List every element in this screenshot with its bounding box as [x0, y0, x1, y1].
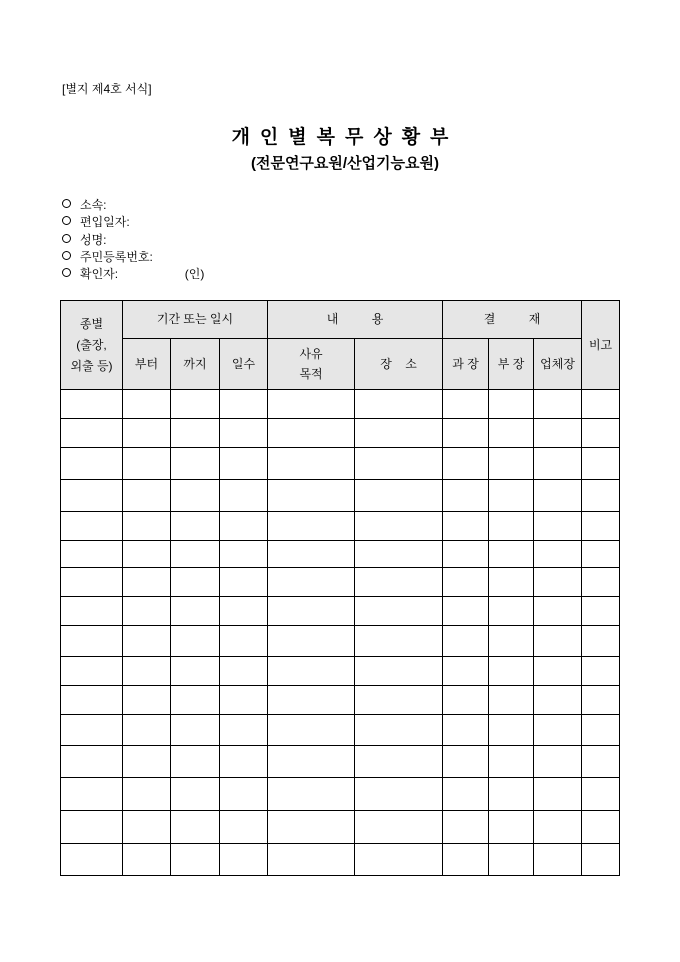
header-remarks: 비고 — [582, 301, 620, 390]
table-cell[interactable] — [171, 390, 220, 419]
table-cell[interactable] — [123, 448, 171, 480]
header-to: 까지 — [171, 339, 220, 390]
table-cell[interactable] — [171, 626, 220, 657]
table-cell[interactable] — [355, 686, 443, 715]
table-cell[interactable] — [443, 657, 489, 686]
table-cell[interactable] — [534, 746, 582, 778]
table-cell[interactable] — [582, 686, 620, 715]
document-subtitle: (전문연구요원/산업기능요원) — [250, 155, 440, 172]
table-cell[interactable] — [61, 746, 123, 778]
field-label: 소속: — [80, 198, 107, 212]
header-reason: 사유 목적 — [268, 339, 355, 390]
table-cell[interactable] — [534, 512, 582, 541]
table-cell[interactable] — [220, 715, 268, 746]
table-cell[interactable] — [61, 390, 123, 419]
table-row — [61, 715, 620, 746]
table-cell[interactable] — [61, 568, 123, 597]
table-cell[interactable] — [355, 597, 443, 626]
table-cell[interactable] — [355, 626, 443, 657]
table-cell[interactable] — [355, 715, 443, 746]
table-cell[interactable] — [171, 541, 220, 568]
table-cell[interactable] — [268, 778, 355, 811]
table-cell[interactable] — [443, 541, 489, 568]
table-cell[interactable] — [220, 597, 268, 626]
table-cell[interactable] — [582, 778, 620, 811]
table-cell[interactable] — [489, 844, 534, 876]
table-cell[interactable] — [171, 512, 220, 541]
table-cell[interactable] — [123, 844, 171, 876]
table-cell[interactable] — [355, 390, 443, 419]
table-cell[interactable] — [61, 512, 123, 541]
table-cell[interactable] — [534, 626, 582, 657]
table-cell[interactable] — [582, 844, 620, 876]
table-cell[interactable] — [268, 811, 355, 844]
table-cell[interactable] — [443, 390, 489, 419]
table-cell[interactable] — [582, 448, 620, 480]
table-cell[interactable] — [355, 568, 443, 597]
table-cell[interactable] — [582, 597, 620, 626]
table-cell[interactable] — [61, 811, 123, 844]
table-row — [61, 419, 620, 448]
table-cell[interactable] — [489, 657, 534, 686]
table-row — [61, 448, 620, 480]
table-cell[interactable] — [534, 419, 582, 448]
header-approval: 결 재 — [443, 301, 582, 339]
table-cell[interactable] — [534, 597, 582, 626]
table-cell[interactable] — [489, 778, 534, 811]
table-cell[interactable] — [220, 811, 268, 844]
table-cell[interactable] — [171, 657, 220, 686]
table-cell[interactable] — [220, 844, 268, 876]
field-label: 편입일자: — [80, 215, 130, 230]
table-cell[interactable] — [171, 568, 220, 597]
table-cell[interactable] — [534, 448, 582, 480]
table-cell[interactable] — [443, 811, 489, 844]
table-cell[interactable] — [220, 419, 268, 448]
table-cell[interactable] — [534, 480, 582, 512]
form-number: [별지 제4호 서식] — [62, 82, 152, 96]
table-cell[interactable] — [355, 448, 443, 480]
table-cell[interactable] — [171, 419, 220, 448]
table-cell[interactable] — [489, 448, 534, 480]
table-cell[interactable] — [489, 626, 534, 657]
table-cell[interactable] — [534, 844, 582, 876]
bullet-icon — [62, 199, 71, 208]
table-cell[interactable] — [268, 568, 355, 597]
table-cell[interactable] — [268, 746, 355, 778]
table-cell[interactable] — [61, 419, 123, 448]
table-cell[interactable] — [534, 686, 582, 715]
table-cell[interactable] — [220, 568, 268, 597]
table-cell[interactable] — [443, 568, 489, 597]
table-row — [61, 390, 620, 419]
table-cell[interactable] — [355, 512, 443, 541]
table-cell[interactable] — [268, 686, 355, 715]
table-cell[interactable] — [171, 480, 220, 512]
bullet-icon — [62, 234, 71, 243]
table-cell[interactable] — [123, 715, 171, 746]
table-cell[interactable] — [268, 419, 355, 448]
header-days: 일수 — [220, 339, 268, 390]
table-cell[interactable] — [489, 746, 534, 778]
table-cell[interactable] — [582, 419, 620, 448]
table-cell[interactable] — [443, 448, 489, 480]
table-cell[interactable] — [268, 541, 355, 568]
table-cell[interactable] — [443, 778, 489, 811]
table-cell[interactable] — [171, 746, 220, 778]
table-cell[interactable] — [123, 419, 171, 448]
table-cell[interactable] — [171, 686, 220, 715]
table-cell[interactable] — [268, 448, 355, 480]
table-cell[interactable] — [582, 746, 620, 778]
table-cell[interactable] — [534, 568, 582, 597]
field-label: 성명: — [80, 232, 107, 247]
table-cell[interactable] — [582, 568, 620, 597]
table-cell[interactable] — [220, 746, 268, 778]
table-cell[interactable] — [443, 746, 489, 778]
table-cell[interactable] — [582, 480, 620, 512]
table-cell[interactable] — [534, 715, 582, 746]
table-cell[interactable] — [355, 811, 443, 844]
table-cell[interactable] — [61, 778, 123, 811]
table-cell[interactable] — [268, 626, 355, 657]
table-cell[interactable] — [268, 597, 355, 626]
table-cell[interactable] — [61, 597, 123, 626]
table-cell[interactable] — [220, 512, 268, 541]
table-cell[interactable] — [61, 657, 123, 686]
table-cell[interactable] — [171, 448, 220, 480]
header-from: 부터 — [123, 339, 171, 390]
table-cell[interactable] — [443, 715, 489, 746]
document-title: 개인별복무상황부 — [231, 127, 459, 148]
table-cell[interactable] — [489, 419, 534, 448]
table-cell[interactable] — [443, 597, 489, 626]
table-cell[interactable] — [171, 778, 220, 811]
table-cell[interactable] — [220, 778, 268, 811]
header-place: 장 소 — [355, 339, 443, 390]
table-cell[interactable] — [534, 541, 582, 568]
table-cell[interactable] — [582, 657, 620, 686]
header-type: 종별 (출장, 외출 등) — [61, 301, 123, 390]
table-cell[interactable] — [171, 844, 220, 876]
table-cell[interactable] — [220, 480, 268, 512]
table-cell[interactable] — [171, 811, 220, 844]
table-row — [61, 480, 620, 512]
table-cell[interactable] — [534, 778, 582, 811]
table-cell[interactable] — [355, 844, 443, 876]
field-label: 주민등록번호: — [80, 249, 153, 264]
field-confirmer — [62, 266, 204, 283]
table-cell[interactable] — [268, 657, 355, 686]
bullet-icon — [62, 251, 71, 260]
table-row — [61, 844, 620, 876]
table-cell[interactable] — [355, 480, 443, 512]
table-cell[interactable] — [443, 480, 489, 512]
table-cell[interactable] — [443, 419, 489, 448]
header-period: 기간 또는 일시 — [123, 301, 268, 339]
table-row — [61, 778, 620, 811]
table-cell[interactable] — [489, 686, 534, 715]
table-row — [61, 568, 620, 597]
table-cell[interactable] — [268, 390, 355, 419]
header-dept-chief: 부 장 — [489, 339, 534, 390]
table-cell[interactable] — [61, 686, 123, 715]
table-cell[interactable] — [355, 657, 443, 686]
table-cell[interactable] — [489, 390, 534, 419]
bullet-icon — [62, 216, 71, 225]
table-cell[interactable] — [489, 811, 534, 844]
field-label: 확인자: (인) — [80, 267, 205, 282]
table-cell[interactable] — [268, 512, 355, 541]
table-cell[interactable] — [443, 512, 489, 541]
table-cell[interactable] — [123, 746, 171, 778]
table-row — [61, 746, 620, 778]
table-cell[interactable] — [61, 844, 123, 876]
table-cell[interactable] — [220, 390, 268, 419]
table-cell[interactable] — [268, 844, 355, 876]
bullet-icon — [62, 268, 71, 277]
table-cell[interactable] — [443, 626, 489, 657]
table-cell[interactable] — [582, 715, 620, 746]
table-cell[interactable] — [582, 390, 620, 419]
table-row — [61, 626, 620, 657]
table-cell[interactable] — [582, 626, 620, 657]
table-cell[interactable] — [489, 541, 534, 568]
duty-status-table — [60, 300, 620, 876]
table-cell[interactable] — [123, 480, 171, 512]
table-cell[interactable] — [582, 512, 620, 541]
header-section-chief: 과 장 — [443, 339, 489, 390]
table-cell[interactable] — [443, 686, 489, 715]
table-cell[interactable] — [171, 715, 220, 746]
table-cell[interactable] — [123, 778, 171, 811]
table-cell[interactable] — [534, 390, 582, 419]
table-cell[interactable] — [61, 715, 123, 746]
table-cell[interactable] — [582, 811, 620, 844]
table-cell[interactable] — [220, 541, 268, 568]
table-cell[interactable] — [220, 626, 268, 657]
table-cell[interactable] — [355, 419, 443, 448]
header-content: 내 용 — [268, 301, 443, 339]
table-row — [61, 686, 620, 715]
table-cell[interactable] — [61, 448, 123, 480]
table-row — [61, 512, 620, 541]
table-cell[interactable] — [534, 811, 582, 844]
field-affiliation — [62, 197, 204, 214]
table-cell[interactable] — [268, 715, 355, 746]
table-cell[interactable] — [534, 657, 582, 686]
table-cell[interactable] — [123, 626, 171, 657]
table-cell[interactable] — [123, 568, 171, 597]
table-cell[interactable] — [443, 844, 489, 876]
table-cell[interactable] — [171, 597, 220, 626]
table-row — [61, 597, 620, 626]
field-id-number — [62, 249, 204, 266]
table-cell[interactable] — [123, 390, 171, 419]
field-name — [62, 232, 204, 249]
table-row — [61, 657, 620, 686]
table-cell[interactable] — [489, 568, 534, 597]
header-company-head: 업체장 — [534, 339, 582, 390]
table-cell[interactable] — [123, 657, 171, 686]
table-cell[interactable] — [489, 480, 534, 512]
table-cell[interactable] — [123, 686, 171, 715]
info-fields — [62, 197, 204, 283]
table-cell[interactable] — [123, 541, 171, 568]
table-row — [61, 541, 620, 568]
table-cell[interactable] — [355, 541, 443, 568]
table-cell[interactable] — [489, 597, 534, 626]
table-cell[interactable] — [220, 657, 268, 686]
table-cell[interactable] — [355, 778, 443, 811]
field-enlist-date — [62, 214, 204, 231]
table-cell[interactable] — [489, 512, 534, 541]
table-cell[interactable] — [61, 541, 123, 568]
table-cell[interactable] — [61, 480, 123, 512]
table-cell[interactable] — [220, 448, 268, 480]
table-cell[interactable] — [355, 746, 443, 778]
table-cell[interactable] — [61, 626, 123, 657]
table-cell[interactable] — [268, 480, 355, 512]
table-cell[interactable] — [123, 811, 171, 844]
table-cell[interactable] — [489, 715, 534, 746]
table-row — [61, 811, 620, 844]
table-cell[interactable] — [123, 597, 171, 626]
table-cell[interactable] — [582, 541, 620, 568]
table-cell[interactable] — [220, 686, 268, 715]
table-cell[interactable] — [123, 512, 171, 541]
